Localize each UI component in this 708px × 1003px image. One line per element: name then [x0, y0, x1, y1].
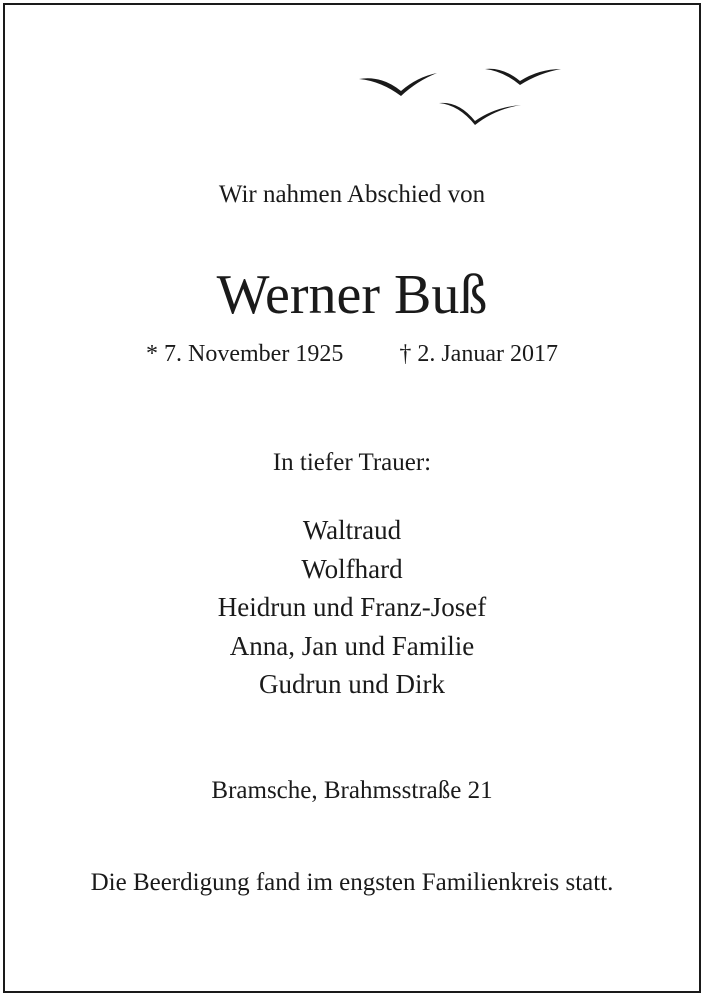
bird-right-icon: [485, 69, 561, 85]
address: Bramsche, Brahmsstraße 21: [211, 777, 493, 804]
obituary-notice: [3, 3, 701, 993]
family-member: Gudrun und Dirk: [259, 669, 445, 699]
mourning-heading: In tiefer Trauer:: [272, 449, 432, 476]
funeral-note: Die Beerdigung fand im engsten Familienkreis statt.: [90, 869, 614, 896]
deceased-name: Werner Buß: [216, 264, 488, 326]
intro-text: Wir nahmen Abschied von: [218, 181, 486, 208]
family-list: [5, 511, 699, 704]
birth-date: * 7. November 1925: [146, 341, 344, 367]
family-member: Wolfhard: [301, 553, 403, 584]
family-member: Waltraud: [302, 515, 402, 545]
bird-left-icon: [359, 73, 437, 96]
flying-birds-icon: [355, 63, 567, 127]
family-member: Heidrun und Franz-Josef: [217, 592, 487, 622]
death-date: † 2. Januar 2017: [399, 341, 558, 367]
family-member: Anna, Jan und Familie: [229, 630, 475, 661]
life-dates: [5, 341, 699, 368]
bird-lower-icon: [439, 103, 521, 125]
